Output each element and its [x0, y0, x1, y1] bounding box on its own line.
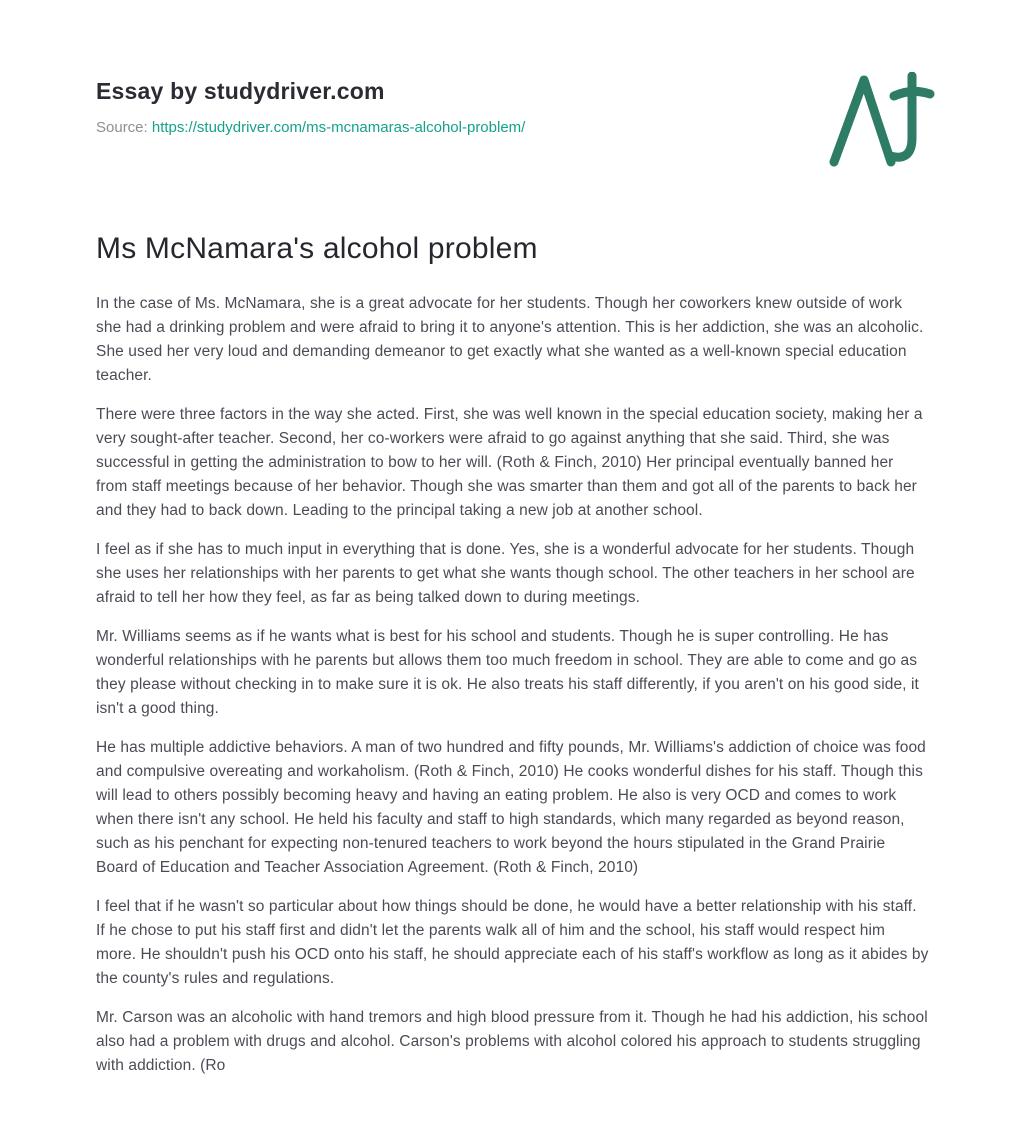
page-header	[96, 0, 929, 136]
article-paragraph: I feel that if he wasn't so particular about how things should be done, he would have a better relationship with his staff. If he chose to put his staff first and didn't let the parents walk all of him and the school, his staff would respect him more. He shouldn't push his OCD onto his staff, he should appreciate each of his staff's workflow as long as it abides by the county's rules and regulations.	[96, 898, 929, 987]
source-line	[96, 119, 929, 136]
article-paragraph: Mr. Carson was an alcoholic with hand tremors and high blood pressure from it. Though he had his addiction, his school also had a problem with drugs and alcohol. Carson's problems with alcohol colored his approach to students struggling with addiction. (Ro	[96, 1009, 928, 1074]
article-paragraph: Mr. Williams seems as if he wants what is best for his school and students. Though he is super controlling. He has wonderful relationships with he parents but allows them too much freedom in school. They are able to come and go as they please without checking in to make sure it is ok. He also treats his staff differently, if you aren't on his good side, it isn't a good thing.	[96, 628, 919, 717]
source-label: Source:	[96, 119, 148, 136]
article-paragraph: He has multiple addictive behaviors. A man of two hundred and fifty pounds, Mr. Williams's addiction of choice was food and compulsive overeating and workaholism. (Roth & Finch, 2010) He cooks wonderful dishes for his staff. Though this will lead to others possibly becoming heavy and having an eating problem. He also is very OCD and comes to work when there isn't any school. He held his faculty and staff to high standards, which many regarded as beyond reason, such as his penchant for expecting non-tenured teachers to work beyond the hours stipulated in the Grand Prairie Board of Education and Teacher Association Agreement. (Roth & Finch, 2010)	[96, 739, 926, 876]
source-url-link[interactable]: https://studydriver.com/ms-mcnamaras-alcohol-problem/	[151, 119, 526, 136]
article-title: Ms McNamara's alcohol problem	[96, 232, 538, 265]
page-title: Essay by studydriver.com	[96, 78, 385, 104]
article-paragraph: I feel as if she has to much input in everything that is done. Yes, she is a wonderful advocate for her students. Though she uses her relationships with her parents to get what she wants though school. The other teachers in her school are afraid to tell her how they feel, as far as being talked down to during meetings.	[96, 541, 915, 606]
content-column	[96, 0, 929, 1093]
article-paragraph: In the case of Ms. McNamara, she is a great advocate for her students. Though her coworkers knew outside of work she had a drinking problem and were afraid to bring it to anyone's attention. This is her addiction, she was an alcoholic. She used her very loud and demanding demeanor to get exactly what she wanted as a well-known special education teacher.	[96, 295, 924, 384]
article-paragraph: There were three factors in the way she acted. First, she was well known in the special education society, making her a very sought-after teacher. Second, her co-workers were afraid to go against anything that she said. Third, she was successful in getting the administration to bow to her will. (Roth & Finch, 2010) Her principal eventually banned her from staff meetings because of her behavior. Though she was smarter than them and got all of the parents to back her and they had to back down. Leading to the principal taking a new job at another school.	[96, 406, 923, 519]
article-body	[96, 292, 929, 1078]
